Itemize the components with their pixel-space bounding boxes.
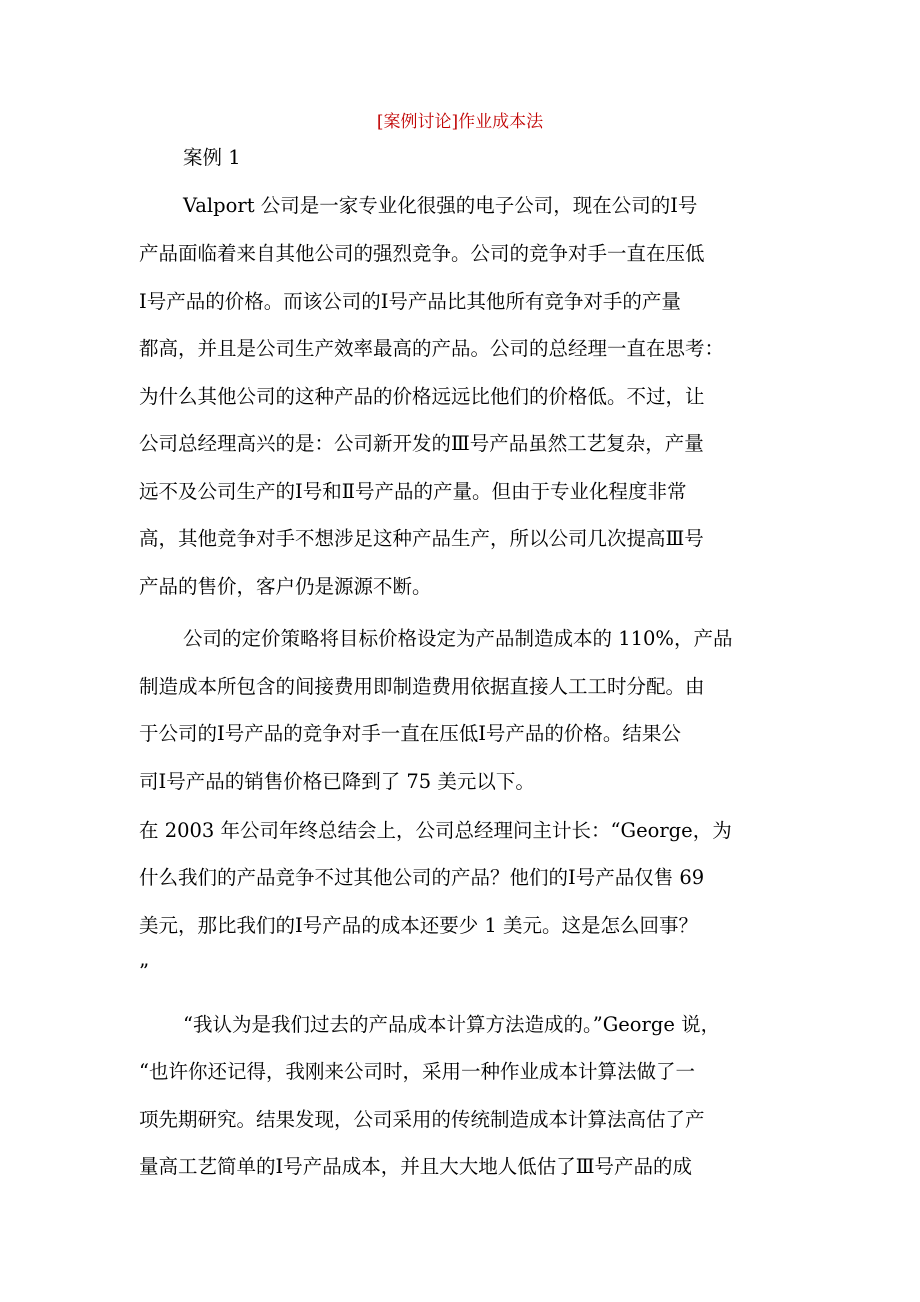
paragraph-4-line: “我认为是我们过去的产品成本计算方法造成的。”George 说， [183,1013,721,1036]
paragraph-1-line: Ⅰ号产品的价格。而该公司的Ⅰ号产品比其他所有竞争对手的产量 [139,290,681,313]
paragraph-1-line: Valport 公司是一家专业化很强的电子公司，现在公司的Ⅰ号 [183,194,698,217]
paragraph-1-line: 都高，并且是公司生产效率最高的产品。公司的总经理一直在思考： [139,337,725,360]
paragraph-3-line: 什么我们的产品竞争不过其他公司的产品？他们的Ⅰ号产品仅售 69 [139,866,705,889]
paragraph-2-line: 公司的定价策略将目标价格设定为产品制造成本的 110%，产品 [183,627,733,650]
paragraph-1-line: 公司总经理高兴的是：公司新开发的Ⅲ号产品虽然工艺复杂，产量 [139,432,704,455]
paragraph-3-line: 美元，那比我们的Ⅰ号产品的成本还要少 1 美元。这是怎么回事？ [139,914,699,937]
case-heading: 案例 1 [183,146,241,169]
paragraph-1-line: 产品的售价，客户仍是源源不断。 [139,575,432,598]
paragraph-4-line: 量高工艺简单的Ⅰ号产品成本，并且大大地人低估了Ⅲ号产品的成 [139,1155,693,1178]
paragraph-4-line: 项先期研究。结果发现，公司采用的传统制造成本计算法高估了产 [139,1108,705,1131]
paragraph-1-line: 高，其他竞争对手不想涉足这种产品生产，所以公司几次提高Ⅲ号 [139,527,704,550]
document-title: [案例讨论]作业成本法 [376,112,544,132]
paragraph-3-line: ” [139,960,149,983]
paragraph-2-line: 制造成本所包含的间接费用即制造费用依据直接人工工时分配。由 [139,675,705,698]
paragraph-1-line: 为什么其他公司的这种产品的价格远远比他们的价格低。不过，让 [139,385,705,408]
paragraph-1-line: 远不及公司生产的Ⅰ号和Ⅱ号产品的产量。但由于专业化程度非常 [139,480,687,503]
paragraph-2-line: 于公司的Ⅰ号产品的竞争对手一直在压低Ⅰ号产品的价格。结果公 [139,722,681,745]
paragraph-2-line: 司Ⅰ号产品的销售价格已降到了 75 美元以下。 [139,770,535,793]
paragraph-4-line: “也许你还记得，我刚来公司时，采用一种作业成本计算法做了一 [139,1060,695,1083]
paragraph-1-line: 产品面临着来自其他公司的强烈竞争。公司的竞争对手一直在压低 [139,242,705,265]
paragraph-3-line: 在 2003 年公司年终总结会上，公司总经理问主计长：“George，为 [139,819,732,842]
